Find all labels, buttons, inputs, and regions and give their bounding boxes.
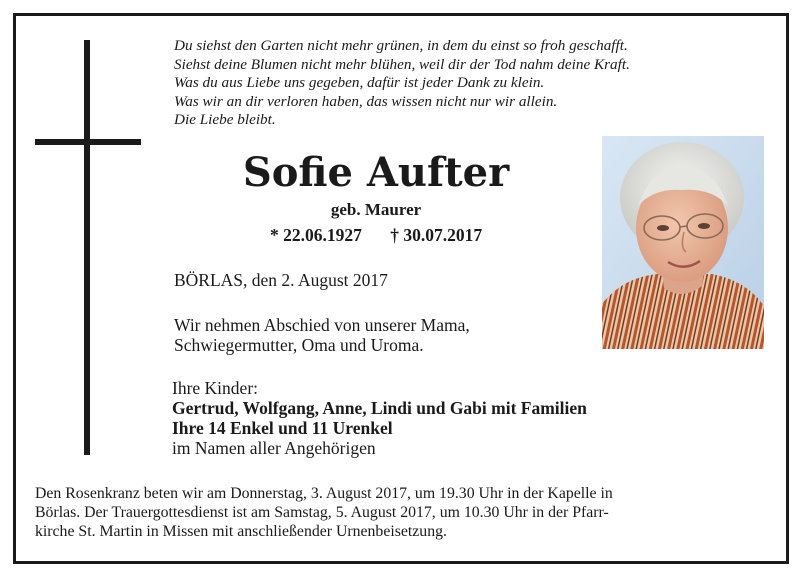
service-information xyxy=(35,484,765,541)
birth-date: * 22.06.1927 xyxy=(269,225,362,245)
poem-line: Du siehst den Garten nicht mehr grünen, in dem du einst so froh geschafft. xyxy=(174,37,628,54)
poem-line: Was wir an dir verloren haben, das wissen nicht nur wir allein. xyxy=(174,92,558,110)
service-line: Den Rosenkranz beten wir am Donnerstag, 3. August 2017, um 19.30 Uhr in der Kapelle in xyxy=(35,485,613,502)
farewell-text xyxy=(174,315,470,355)
life-dates xyxy=(174,225,578,246)
children-names: Gertrud, Wolfgang, Anne, Lindi und Gabi mit Familien xyxy=(172,398,587,418)
memorial-poem xyxy=(174,37,774,130)
poem-line: Siehst deine Blumen nicht mehr blühen, weil dir der Tod nahm deine Kraft. xyxy=(174,55,630,73)
mourners-list xyxy=(172,378,587,458)
farewell-line: Schwiegermutter, Oma und Uroma. xyxy=(174,335,424,355)
portrait-photo xyxy=(602,136,764,349)
death-date: † 30.07.2017 xyxy=(390,225,483,245)
poem-line: Die Liebe bleibt. xyxy=(174,111,276,128)
cross-icon-bar xyxy=(35,139,141,145)
mourners-closing: im Namen aller Angehörigen xyxy=(172,438,376,458)
mourners-intro: Ihre Kinder: xyxy=(172,378,259,398)
poem-line: Was du aus Liebe uns gegeben, dafür ist jeder Dank zu klein. xyxy=(174,74,545,91)
maiden-name: geb. Maurer xyxy=(330,200,422,219)
service-line: Börlas. Der Trauergottesdienst ist am Samstag, 5. August 2017, um 10.30 Uhr in der Pfarr- xyxy=(35,504,609,521)
grandchildren-line: Ihre 14 Enkel und 11 Urenkel xyxy=(172,418,393,438)
place-and-date: BÖRLAS, den 2. August 2017 xyxy=(174,270,388,290)
deceased-name: Sofie Aufter xyxy=(242,149,510,196)
cross-icon xyxy=(84,40,90,455)
service-line: kirche St. Martin in Missen mit anschließender Urnenbeisetzung. xyxy=(35,523,447,540)
farewell-line: Wir nehmen Abschied von unserer Mama, xyxy=(174,315,470,335)
